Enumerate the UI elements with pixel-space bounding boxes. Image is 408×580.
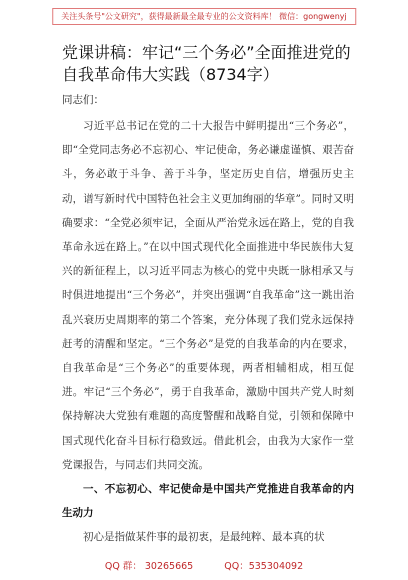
promo-banner: 关注头条号"公文研究"，获得最新最全最专业的公文资料库！ 微信：gongwenyj xyxy=(52,8,356,25)
qq-group: QQ 群： 30265665 xyxy=(104,561,194,572)
paragraph: 初心是指做某件事的最初衷，是最纯粹、最本真的状 xyxy=(83,531,325,544)
footer-contact xyxy=(0,558,408,572)
salutation: 同志们： xyxy=(62,94,104,106)
section-heading: 一、不忘初心、牢记使命是中国共产党推进自我革命的内生动力 xyxy=(62,483,354,520)
qq-number: QQ：535304092 xyxy=(224,561,304,572)
paragraph: 习近平总书记在党的二十大报告中鲜明提出“三个务必”，即“全党同志务必不忘初心、牢记使命，务必谦虚谨慎、艰苦奋斗，务必敢于斗争、善于斗争，坚定历史自信，增强历史主动，谱写新时代中国特色社会主义更加绚丽的华章”。同时又明确要求：“全党必须牢记，全面从严治党永远在路上，党的自我革命永远在路上。”在以中国式现代化全面推进中华民族伟大复兴的新征程上，以习近平同志为核心的党中央既一脉相承又与时俱进地提出“三个务必”，并突出强调“自我革命”这一跳出治乱兴衰历史周期率的第二个答案，充分体现了我们党永远保持赶考的清醒和坚定。“三个务必”是党的自我革命的内在要求，自我革命是“三个务必”的重要体现，两者相辅相成，相互促进。牢记“三个务必”，勇于自我革命，激励中国共产党人时刻保持解决大党独有难题的高度警醒和战略自觉，引领和保障中国式现代化奋斗目标行稳致远。借此机会，由我为大家作一堂党课报告，与同志们共同交流。 xyxy=(62,120,354,471)
document-title: 党课讲稿：牢记“三个务必”全面推进党的自我革命伟大实践（8734字） xyxy=(62,43,351,84)
document-body xyxy=(62,114,354,550)
